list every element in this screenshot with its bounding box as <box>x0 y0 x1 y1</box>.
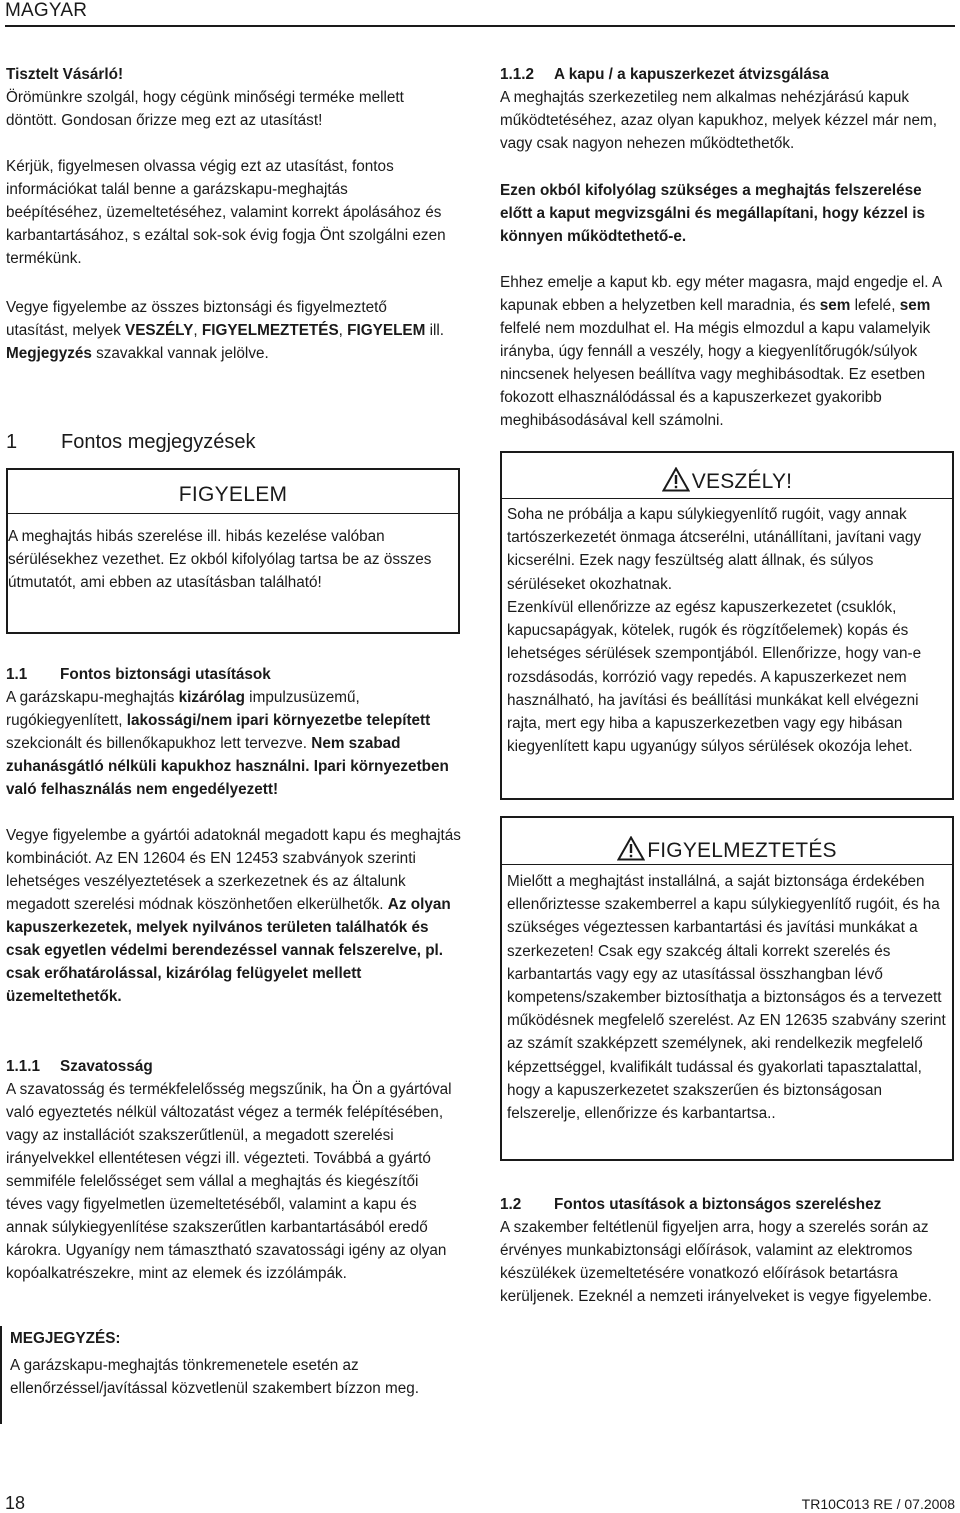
section-1-1-heading: 1.1 Fontos biztonsági utasítások <box>6 666 271 683</box>
warning-triangle-icon <box>662 467 690 492</box>
section-1-2-text: A szakember feltétlenül figyeljen arra, hogy a szerelés során az érvényes munkabiztonsági előírások, valamint az elektromos készülékek üzemeltetésére vonatkozó előírások betartásra kerüljenek. Ezeknél a nemzeti irányelveket is vegye figyelembe. <box>500 1219 932 1305</box>
danger-box <box>500 451 954 800</box>
intro-text: Örömünkre szolgál, hogy cégünk minőségi terméke mellett döntött. Gondosan őrizze meg ezt az utasítást! <box>6 89 404 129</box>
language-header: MAGYAR <box>5 0 88 21</box>
danger-title: VESZÉLY! <box>502 467 952 495</box>
section-1-1-2-heading: 1.1.2 A kapu / a kapuszerkezet átvizsgálása <box>500 66 829 83</box>
danger-rule <box>502 498 952 499</box>
note-bar <box>0 1326 2 1424</box>
warning-box <box>500 816 954 1161</box>
warranty-text: A szavatosság és termékfelelősség megszűnik, ha Ön a gyártóval való egyeztetés nélkül változatást végez a termék felépítésében, vagy az installációt szakszerűtlenül, a megadott szerelési irányelvekkel ellentétesen végzi ill. végezteti. Továbbá a gyártó semmiféle felelősséget sem vállal a meghajtás és kiegészítői téves vagy figyelmetlen üzemeltetéséből, valamint a kapu és annak súlykiegyenlítése szakszerűtlen karbantartásából eredő károkra. Ugyanígy nem támasztható szavatossági igény az olyan kopóalkatrészekre, mint az elemek és izzólámpák. <box>6 1081 452 1282</box>
figyelem-box <box>6 468 460 634</box>
page-number: 18 <box>5 1493 26 1513</box>
warning-rule <box>502 864 952 865</box>
document-code: TR10C013 RE / 07.2008 <box>801 1496 955 1512</box>
warning-triangle-icon <box>617 836 645 861</box>
figyelem-rule <box>8 513 458 514</box>
greeting: Tisztelt Vásárló! <box>6 66 124 83</box>
warning-text: Mielőtt a meghajtást installálná, a saját biztonsága érdekében ellenőriztesse szakemberrel a kapu súlykiegyenlítő rugóit, és ha szükséges végeztessen karbantartási és javítási munkákat a szerkezeten! Csak egy szakcég általi korrekt szerelés és karbantartás vagy egy az utasítással összhangban lévő kompetens/szakember biztosíthatja a biztonságos és a tervezett működésnek megfelelő szerelést. Az EN 12635 szabvány szerint az számít szakképzett személynek, aki rendelkezik megfelelő képzettséggel, kvalifikált tudással és gyakorlati tapasztalattal, hogy a kapuszerkezetet szakszerűen és biztonságosan felszerelje, ellenőrizze és karbantartsa.. <box>507 873 946 1123</box>
section-1-heading: 1 Fontos megjegyzések <box>6 431 256 453</box>
danger-text-1: Soha ne próbálja a kapu súlykiegyenlítő rugóit, vagy annak tartószerkezetét önmaga átcserélni, utánállítani, javítani vagy kicserélni. Ezek nagy feszültség alatt állnak, és súlyos sérüléseket okozhatnak. <box>507 506 922 593</box>
notice-text: Vegye figyelembe az összes biztonsági és figyelmeztető utasítást, melyek VESZÉLY, FIGYELMEZTETÉS, FIGYELEM ill. Megjegyzés szavakkal vannak jelölve. <box>6 299 445 362</box>
note-text: A garázskapu-meghajtás tönkremenetele esetén az ellenőrzéssel/javítással közvetlenül szakembert bízzon meg. <box>10 1357 419 1397</box>
section-1-1-text: A garázskapu-meghajtás kizárólag impulzusüzemű, rugókiegyenlített, lakossági/nem ipari környezetbe telepített szekcionált és billenőkapukhoz lett tervezve. Nem szabad zuhanásgátló nélküli kapukhoz használni. Ipari környezetben való felhasználás nem engedélyezett! <box>6 689 449 798</box>
figyelem-title: FIGYELEM <box>178 483 288 506</box>
gate-check-bold-note: Ezen okból kifolyólag szükséges a meghajtás felszerelése előtt a kaput megvizsgálni és megállapítani, hogy kézzel is könnyen működtethető-e. <box>500 182 926 245</box>
section-1-2-heading: 1.2 Fontos utasítások a biztonságos szereléshez <box>500 1196 882 1213</box>
section-1-1-1-heading: 1.1.1 Szavatosság <box>6 1058 153 1075</box>
lift-test-text: Ehhez emelje a kaput kb. egy méter magasra, majd engedje el. A kapunak ebben a helyzetben kell maradnia, és sem lefelé, sem felfelé nem mozdulhat el. Ha mégis elmozdul a kapu valamelyik irányba, úgy fennáll a veszély, hogy a kiegyenlítőrugók/súlyok nincsenek helyesen beállítva vagy meghibásodtak. Ez esetben fokozott elhasználódással és a kapuszerkezet gyakoribb meghibásodásával kell számolni. <box>500 274 942 429</box>
combination-text: Vegye figyelembe a gyártói adatoknál megadott kapu és meghajtás kombinációt. Az EN 12604 és EN 12453 szabványok szerinti lehetséges veszélyeztetések a szerkezetnek és az általunk megadott szerelési módnak köszönhetően elkerülhetők. Az olyan kapuszerkezetek, melyek nyilvános területen találhatók és csak egyetlen védelmi berendezéssel vannak felszerelve, pl. csak erőhatárolással, kizárólag felügyelet mellett üzemeltethetők. <box>6 827 461 1005</box>
figyelem-text: A meghajtás hibás szerelése ill. hibás kezelése valóban sérülésekhez vezethet. Ez okból kifolyólag tartsa be az összes útmutatót, ami ebben az utasításban található! <box>8 528 432 591</box>
header-rule <box>5 25 955 27</box>
note-title: MEGJEGYZÉS: <box>10 1330 121 1347</box>
warning-title: FIGYELMEZTETÉS <box>502 836 952 864</box>
request-text: Kérjük, figyelmesen olvassa végig ezt az utasítást, fontos információkat talál benne a garázskapu-meghajtás beépítéséhez, üzemeltetéséhez, valamint korrekt ápolásához és karbantartásához, s ezáltal sok-sok évig fogja Önt szolgálni ezen termékünk. <box>6 158 446 267</box>
gate-check-text: A meghajtás szerkezetileg nem alkalmas nehézjárású kapuk működtetéséhez, azaz olyan kapukhoz, melyek kézzel már nem, vagy csak nagyon nehezen működtethetők. <box>500 89 938 152</box>
danger-text-2: Ezenkívül ellenőrizze az egész kapuszerkezetet (csuklók, kapucsapágyak, kötelek, rugók és rögzítőelemek) kopás és lehetséges sérülések szempontjából. Ellenőrizze, hogy van-e rozsdásodás, korrózió vagy repedés. A kapuszerkezet nem használható, ha javítási és beállítási munkákat kell elvégezni rajta, mert egy hiba a kapuszerkezetben vagy egy hibásan kiegyenlített kapu ugyanúgy súlyos sérülések okozója lehet. <box>507 599 922 756</box>
